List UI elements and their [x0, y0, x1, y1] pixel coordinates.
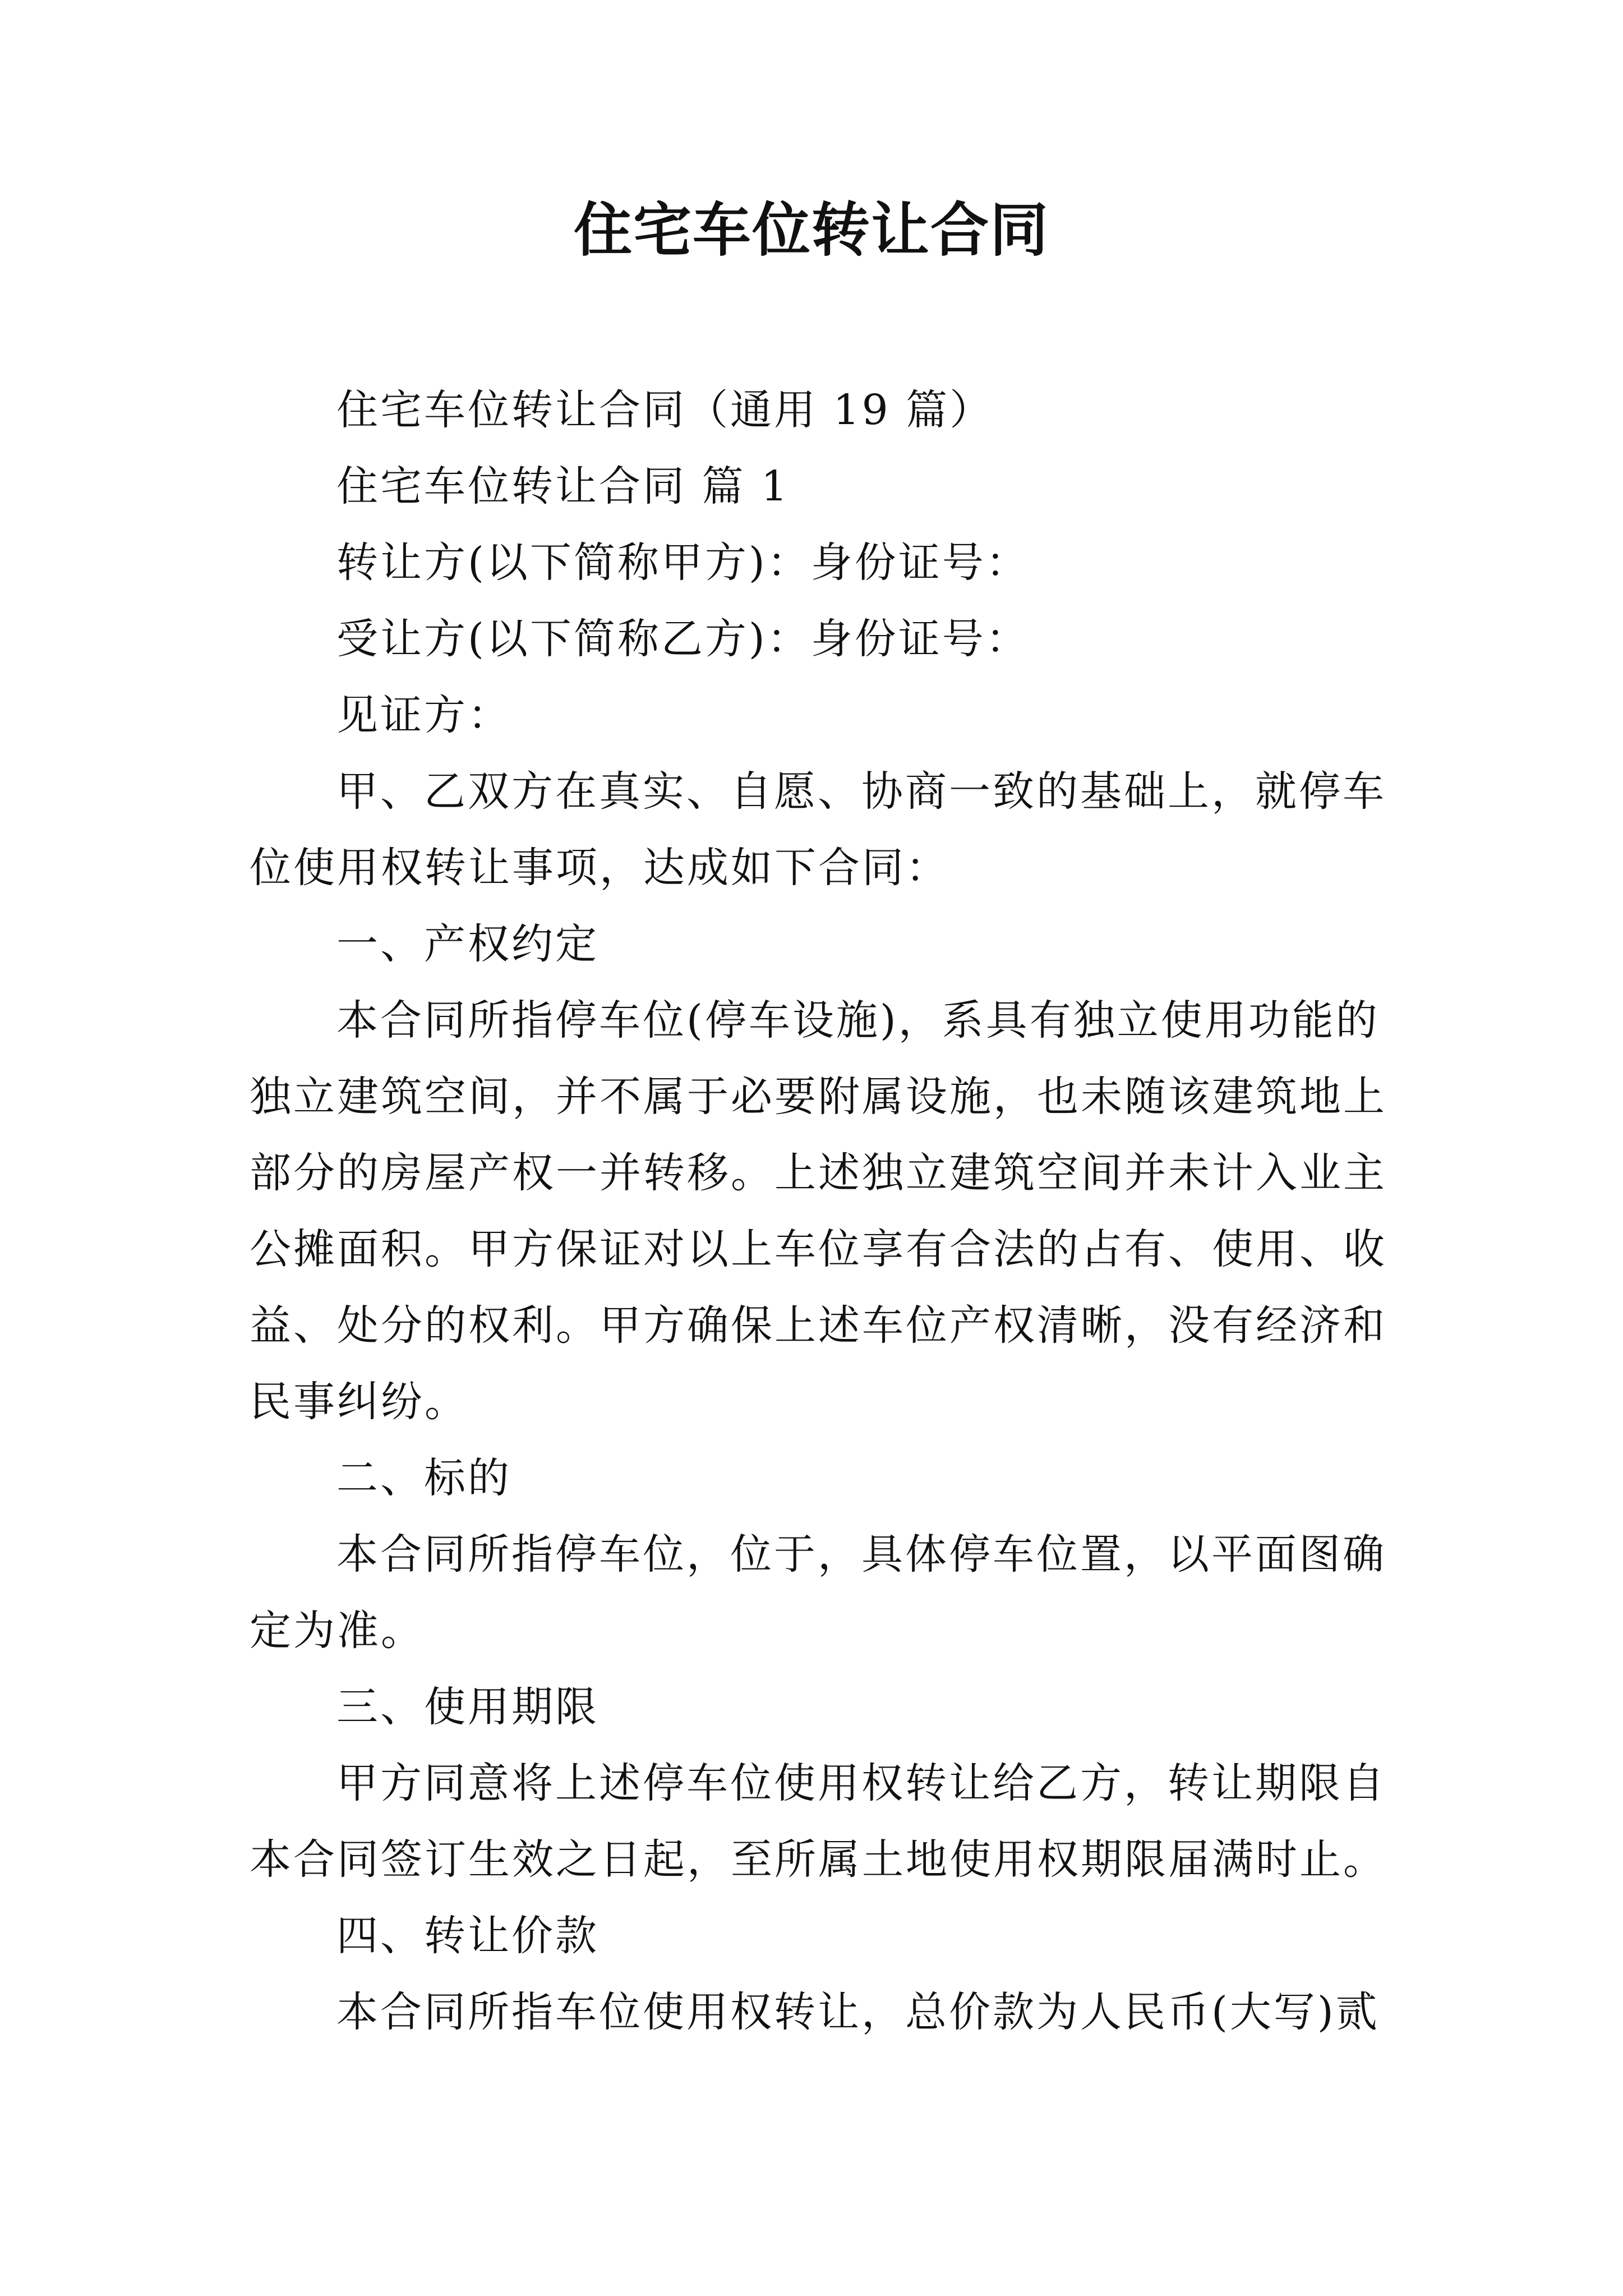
text-line: 四、转让价款	[336, 1912, 599, 1960]
text-line: 住宅车位转让合同（通用 19 篇）	[336, 386, 994, 434]
text-line: 本合同签订生效之日起，至所属土地使用权期限届满时止。	[250, 1835, 1387, 1884]
text-line: 甲、乙双方在真实、自愿、协商一致的基础上，就停车	[336, 767, 1386, 816]
text-line: 转让方(以下简称甲方)：身份证号：	[336, 539, 1030, 587]
text-line: 益、处分的权利。甲方确保上述车位产权清晰，没有经济和	[250, 1301, 1387, 1350]
text-line: 本合同所指停车位(停车设施)，系具有独立使用功能的	[336, 996, 1380, 1045]
text-line: 定为准。	[250, 1607, 425, 1655]
text-line: 本合同所指车位使用权转让，总价款为人民币(大写)贰	[336, 1988, 1380, 2036]
text-line: 甲方同意将上述停车位使用权转让给乙方，转让期限自	[336, 1759, 1386, 1807]
text-line: 部分的房屋产权一并转移。上述独立建筑空间并未计入业主	[250, 1149, 1387, 1197]
document-body	[250, 372, 1399, 2050]
text-line: 公摊面积。甲方保证对以上车位享有合法的占有、使用、收	[250, 1225, 1387, 1273]
text-line: 本合同所指停车位，位于，具体停车位置，以平面图确	[336, 1530, 1386, 1579]
text-line: 住宅车位转让合同 篇 1	[336, 462, 790, 510]
text-line: 见证方：	[336, 691, 511, 739]
text-line: 受让方(以下简称乙方)：身份证号：	[336, 615, 1030, 663]
text-line: 独立建筑空间，并不属于必要附属设施，也未随该建筑地上	[250, 1073, 1387, 1121]
text-line: 二、标的	[336, 1454, 511, 1502]
text-line: 民事纠纷。	[250, 1378, 468, 1426]
text-line: 一、产权约定	[336, 920, 599, 968]
text-line: 三、使用期限	[336, 1683, 599, 1731]
document-title: 住宅车位转让合同	[573, 195, 1049, 264]
text-line: 位使用权转让事项，达成如下合同：	[250, 844, 949, 892]
